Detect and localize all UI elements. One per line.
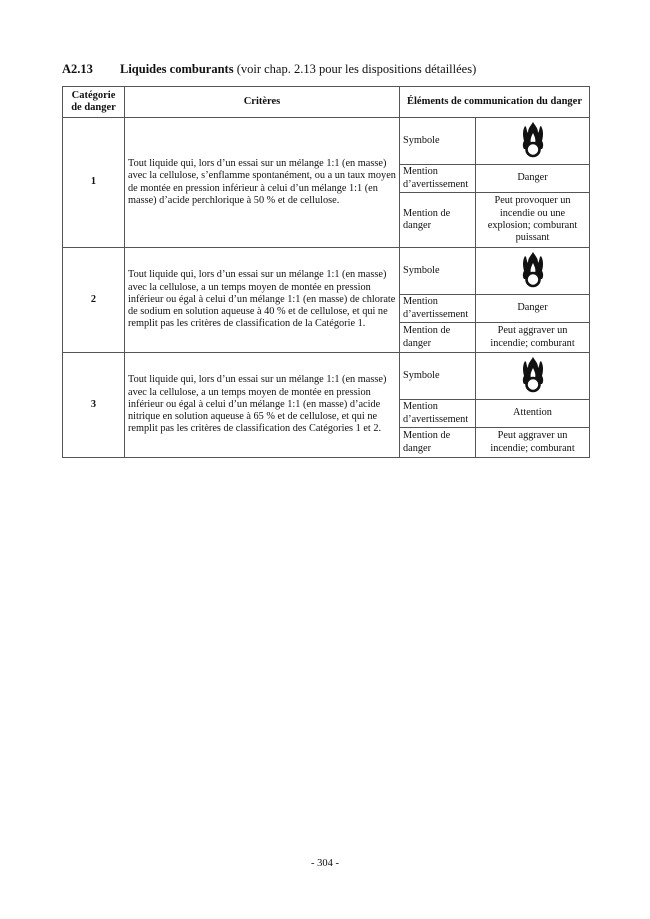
category-cell: 3 bbox=[63, 353, 125, 458]
header-category: Catégorie de danger bbox=[63, 87, 125, 118]
category-cell: 2 bbox=[63, 248, 125, 353]
section-number: A2.13 bbox=[62, 62, 93, 76]
page-number: - 304 - bbox=[311, 858, 339, 869]
section-heading bbox=[62, 62, 476, 77]
signal-word-value: Attention bbox=[476, 400, 590, 428]
criteria-cell: Tout liquide qui, lors d’un essai sur un mélange 1:1 (en masse) avec la cellulose, s’enflamme spontanément, ou a un taux moyen de montée en pression inférieur à celui d’un mélange 1:1 (en masse) d’acide perchlorique à 50 % et de cellulose. bbox=[125, 118, 400, 248]
flame-over-circle-icon bbox=[518, 119, 548, 163]
symbol-cell bbox=[476, 353, 590, 400]
signal-word-value: Danger bbox=[476, 295, 590, 323]
hazard-statement-value: Peut aggraver un incendie; comburant bbox=[476, 323, 590, 353]
header-criteria: Critères bbox=[125, 87, 400, 118]
table-row bbox=[63, 118, 590, 165]
signal-word-label: Mention d’avertissement bbox=[400, 295, 476, 323]
signal-word-value: Danger bbox=[476, 165, 590, 193]
section-title: Liquides comburants bbox=[120, 62, 234, 76]
signal-word-label: Mention d’avertissement bbox=[400, 400, 476, 428]
table-row bbox=[63, 248, 590, 295]
hazard-statement-value: Peut aggraver un incendie; comburant bbox=[476, 428, 590, 458]
hazard-statement-label: Mention de danger bbox=[400, 193, 476, 248]
symbol-label: Symbole bbox=[400, 118, 476, 165]
classification-table bbox=[62, 86, 590, 458]
criteria-cell: Tout liquide qui, lors d’un essai sur un mélange 1:1 (en masse) avec la cellulose, a un temps moyen de montée en pression inférieur ou égal à celui d’un mélange 1:1 (en masse) d’acide nitrique en solution aqueuse à 65 % et de cellulose, et qui ne remplit pas les critères de classification des Catégories 1 et 2. bbox=[125, 353, 400, 458]
hazard-statement-value: Peut provoquer un incendie ou une explosion; comburant puissant bbox=[476, 193, 590, 248]
criteria-cell: Tout liquide qui, lors d’un essai sur un mélange 1:1 (en masse) avec la cellulose, a un temps moyen de montée en pression inférieur ou égal à celui d’un mélange 1:1 (en masse) de chlorate de sodium en solution aqueuse à 40 % et de cellulose, et qui ne remplit pas les critères de classification de la Catégorie 1. bbox=[125, 248, 400, 353]
hazard-statement-label: Mention de danger bbox=[400, 428, 476, 458]
category-cell: 1 bbox=[63, 118, 125, 248]
section-note: (voir chap. 2.13 pour les dispositions détaillées) bbox=[233, 62, 477, 76]
symbol-cell bbox=[476, 248, 590, 295]
symbol-label: Symbole bbox=[400, 353, 476, 400]
signal-word-label: Mention d’avertissement bbox=[400, 165, 476, 193]
table-header-row bbox=[63, 87, 590, 118]
header-hazard-elements: Éléments de communication du danger bbox=[400, 87, 590, 118]
table-row bbox=[63, 353, 590, 400]
flame-over-circle-icon bbox=[518, 354, 548, 398]
flame-over-circle-icon bbox=[518, 249, 548, 293]
symbol-label: Symbole bbox=[400, 248, 476, 295]
symbol-cell bbox=[476, 118, 590, 165]
hazard-statement-label: Mention de danger bbox=[400, 323, 476, 353]
